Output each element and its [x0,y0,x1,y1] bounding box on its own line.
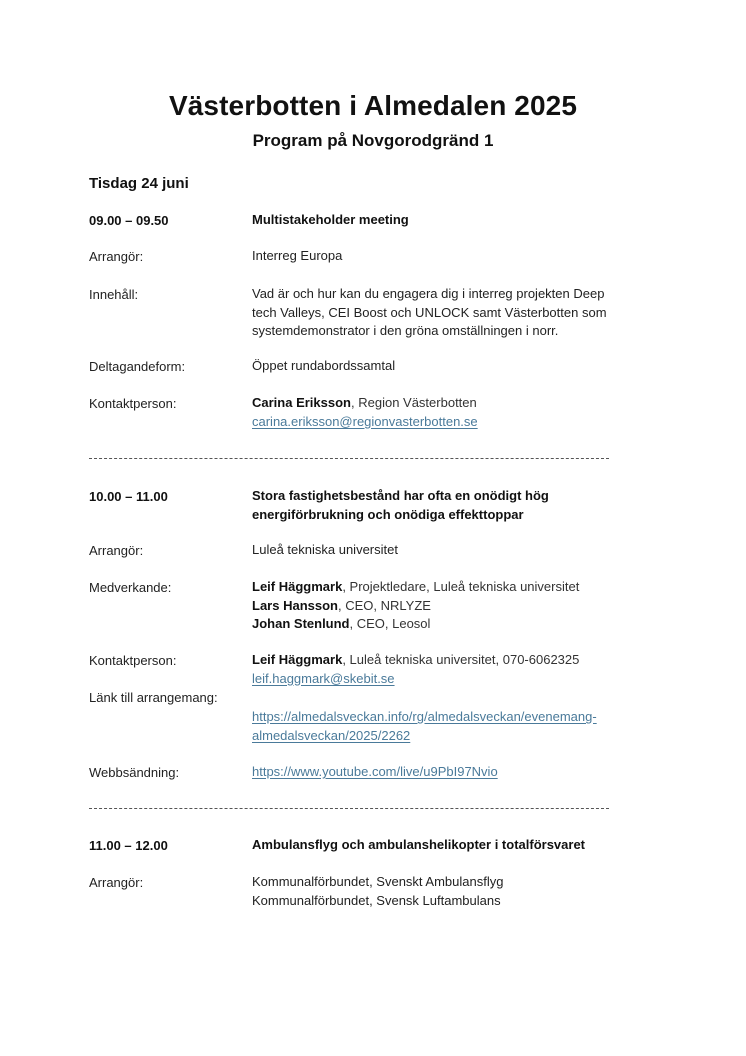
event1-contact-org: , Region Västerbotten [351,395,477,410]
event-link-line[interactable]: almedalsveckan/2025/2262 [252,727,411,743]
event2-participants-label: Medverkande: [89,580,172,595]
event3-title: Ambulansflyg och ambulanshelikopter i totalförsvaret [252,837,586,852]
event1-format-label: Deltagandeform: [89,359,186,374]
event2-stream [252,763,498,782]
separator-1 [89,458,609,459]
event1-contact-name: Carina Eriksson [252,395,351,410]
participant-role: , CEO, NRLYZE [337,597,431,613]
event1-organizer: Interreg Europa [252,248,343,263]
event2-participants [252,578,579,634]
event2-stream-label: Webbsändning: [89,765,180,780]
participant-name: Leif Häggmark [252,579,343,594]
event2-title-line: Stora fastighetsbestånd har ofta en onödigt hög [252,488,549,503]
event3-time: 11.00 – 12.00 [89,838,168,853]
page-title: Västerbotten i Almedalen 2025 [168,90,577,121]
event-link-line[interactable]: https://almedalsveckan.info/rg/almedalsveckan/evenemang- [252,709,597,724]
event1-contact [252,394,478,431]
event2-contact-org: , Luleå tekniska universitet, 070-6062325 [342,652,580,667]
participant-role: , CEO, Leosol [349,616,431,631]
event2-organizer-label: Arrangör: [89,543,144,558]
event1-content-label: Innehåll: [89,287,139,302]
event2-title-line: energiförbrukning och onödiga effekttoppar [252,506,524,522]
participant-row [252,597,579,616]
event2-contact-email-link[interactable]: leif.haggmark@skebit.se [252,670,395,686]
event3-organizer [252,873,503,910]
participant-name: Johan Stenlund [252,616,350,631]
event2-title [252,487,549,524]
event1-time: 09.00 – 09.50 [89,213,169,228]
event2-contact-name: Leif Häggmark [252,652,343,667]
event2-contact [252,651,579,688]
event2-link-label: Länk till arrangemang: [89,690,218,705]
participant-row [252,578,579,597]
event3-organizer-line: Kommunalförbundet, Svenskt Ambulansflyg [252,874,504,889]
participant-role: , Projektledare, Luleå tekniska universitet [342,579,580,594]
stream-url-link[interactable]: https://www.youtube.com/live/u9PbI97Nvio [252,764,498,779]
event1-title: Multistakeholder meeting [252,212,409,227]
participant-row [252,615,579,634]
event2-organizer: Luleå tekniska universitet [252,542,398,557]
event1-organizer-label: Arrangör: [89,249,144,264]
event2-contact-label: Kontaktperson: [89,653,177,668]
event1-content-line: tech Valleys, CEI Boost och UNLOCK samt Västerbotten som [252,304,607,320]
event3-organizer-label: Arrangör: [89,875,144,890]
event1-content [252,285,607,341]
day-heading: Tisdag 24 juni [89,175,189,192]
event1-contact-email-link[interactable]: carina.eriksson@regionvasterbotten.se [252,413,478,429]
event2-event-link[interactable] [252,708,597,745]
event1-content-line: systemdemonstrator i den gröna omställningen i norr. [252,323,559,338]
event2-time: 10.00 – 11.00 [89,489,168,504]
participant-name: Lars Hansson [252,597,338,613]
event3-organizer-line: Kommunalförbundet, Svensk Luftambulans [252,892,501,908]
page-subtitle: Program på Novgorodgränd 1 [252,131,494,150]
event1-content-line: Vad är och hur kan du engagera dig i interreg projekten Deep [252,286,605,301]
separator-2 [89,808,609,809]
event1-contact-label: Kontaktperson: [89,396,177,411]
event1-format: Öppet rundabordssamtal [252,358,396,373]
